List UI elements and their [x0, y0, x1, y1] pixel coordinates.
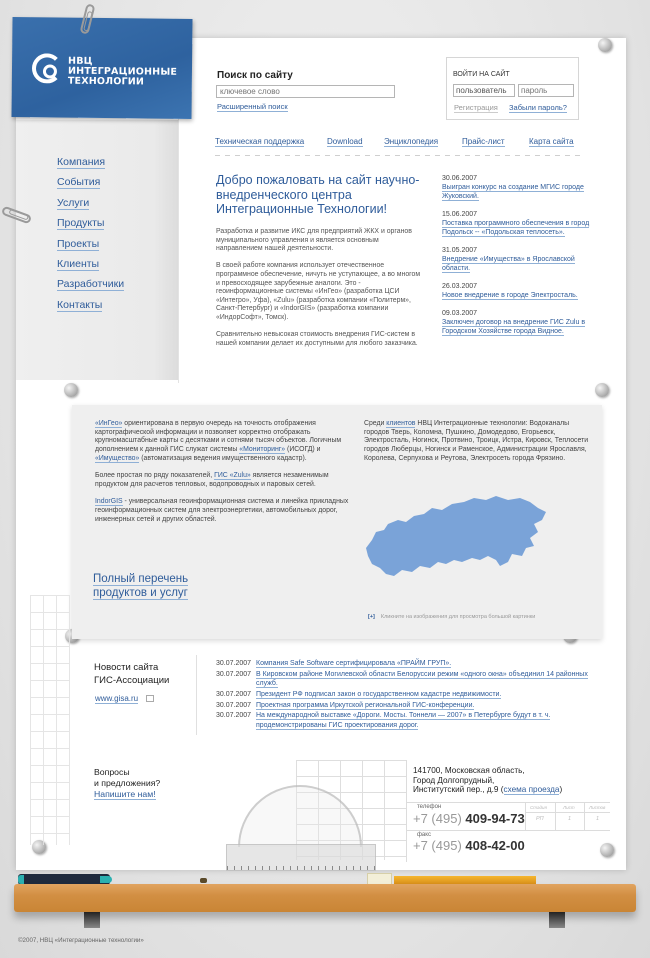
- address-line: Город Долгопрудный,: [413, 775, 495, 785]
- text: (автоматизация ведения имущественного кадастр).: [139, 454, 307, 462]
- property-link[interactable]: «Имущество»: [95, 454, 140, 462]
- route-map-link[interactable]: схема проезда: [503, 785, 560, 795]
- news-item: [442, 282, 592, 300]
- gis-news-text: Проектная программа Иркутской региональной ГИС-конференции.: [256, 701, 475, 709]
- divider: [406, 830, 610, 831]
- news-link[interactable]: [442, 183, 592, 201]
- gis-news-date: 30.07.2007: [216, 660, 252, 667]
- register-link[interactable]: Регистрация: [454, 103, 498, 112]
- text: - универсальная геоинформационная система и линейка прикладных геоинформационных систем для электроэнергетики, автомобильных дорог, инженерных сетей и других областей.: [95, 498, 349, 523]
- drawing-frame-grid: [30, 595, 70, 845]
- gis-news-item: [216, 670, 596, 688]
- stamp-value: 1: [568, 816, 572, 822]
- topnav-pricelist[interactable]: Прайс-лист: [462, 137, 505, 146]
- gis-news-list: [216, 659, 596, 731]
- product-indorgis: [95, 498, 350, 524]
- write-us-link[interactable]: Напишите нам!: [94, 789, 156, 799]
- address: [413, 766, 562, 795]
- sidebar-item-clients[interactable]: [57, 258, 124, 278]
- phone-label: телефон: [417, 804, 442, 810]
- news-link[interactable]: [442, 318, 592, 336]
- pin-icon: [200, 878, 207, 883]
- zulu-link[interactable]: ГИС «Zulu»: [214, 472, 251, 480]
- full-products-link[interactable]: [93, 572, 188, 600]
- gisa-link[interactable]: www.gisa.ru: [95, 694, 139, 703]
- divider: [525, 812, 610, 813]
- sidebar-item-contacts[interactable]: [57, 299, 124, 319]
- topnav-download[interactable]: Download: [327, 137, 363, 146]
- news-link[interactable]: [442, 219, 592, 237]
- password-input[interactable]: [518, 84, 574, 97]
- map-caption-text: Кликните на изображения для просмотра большой картинки: [380, 614, 536, 620]
- sidebar-item-label: Клиенты: [57, 257, 100, 270]
- fax-main: 408-42-00: [465, 838, 525, 853]
- gis-news-link[interactable]: [256, 701, 474, 710]
- sidebar-item-label: Услуги: [57, 196, 90, 209]
- clients-text: [364, 420, 594, 464]
- login-title: ВОЙТИ НА САЙТ: [453, 71, 510, 78]
- pushpin-icon: [64, 383, 78, 397]
- external-link-icon[interactable]: [146, 695, 154, 702]
- sidebar-item-label: Разработчики: [57, 278, 125, 291]
- advanced-search-link[interactable]: Расширенный поиск: [217, 102, 288, 111]
- expand-icon[interactable]: [+]: [368, 614, 375, 620]
- divider: [525, 802, 526, 830]
- full-products-link-line: продуктов и услуг: [93, 587, 188, 599]
- gis-news-text: В Кировском районе Могилевской области Белоруссии режим «одного окна» объединил 14 районных служб.: [256, 670, 588, 687]
- products-description: [95, 420, 350, 533]
- news-date: 31.05.2007: [442, 247, 478, 254]
- gis-news-date: 30.07.2007: [216, 712, 252, 720]
- news-date: 09.03.2007: [442, 310, 478, 317]
- stamp-header: Лист: [563, 805, 575, 810]
- dashed-divider: [215, 155, 580, 156]
- gis-news-date: 30.07.2007: [216, 690, 252, 698]
- gis-news-title: [94, 661, 169, 687]
- news-link-text: Внедрение «Имущества» в Ярославской области.: [442, 256, 575, 272]
- news-item: [442, 210, 592, 237]
- sidebar-item-label: Компания: [57, 156, 106, 168]
- text: ): [559, 785, 563, 795]
- clients-link[interactable]: клиентов: [386, 420, 416, 427]
- logo-line: ТЕХНОЛОГИИ: [67, 75, 145, 88]
- welcome-paragraph: Разработка и развитие ИКС для предприятий ЖКХ и органов муниципального управления и является основным направлением нашей деятельности.: [216, 228, 412, 253]
- text: Среди: [364, 420, 387, 427]
- map-caption: [368, 614, 535, 620]
- topnav-sitemap[interactable]: Карта сайта: [529, 137, 574, 146]
- marker-cap: [100, 876, 112, 883]
- news-date: 15.06.2007: [442, 211, 478, 218]
- topnav-support[interactable]: Техническая поддержка: [215, 137, 305, 146]
- address-line: [413, 785, 562, 795]
- wooden-shelf: [14, 884, 636, 912]
- gis-news-link[interactable]: [256, 670, 596, 688]
- gis-news-item: [216, 711, 596, 729]
- welcome-body: [216, 228, 421, 357]
- gis-news-date: 30.07.2007: [216, 670, 252, 678]
- search-title: Поиск по сайту: [217, 70, 293, 81]
- news-link[interactable]: [442, 255, 592, 273]
- stamp-value: РП: [536, 816, 544, 822]
- gis-news-item: [216, 659, 596, 668]
- text: (ИСОГД) и: [285, 446, 321, 454]
- company-news: [442, 174, 592, 345]
- product-ingeo: [95, 420, 350, 464]
- gis-news-item: [216, 690, 596, 699]
- logo-symbol-icon: [32, 53, 62, 83]
- username-input[interactable]: [453, 84, 515, 97]
- gis-title-line: Новости сайта: [94, 662, 159, 673]
- gis-news-text: На международной выставке «Дороги. Мосты. Тоннели — 2007» в Петербурге будут в т. ч. продемонстрированы ГИС проектирования дорог.: [256, 712, 551, 729]
- topnav-encyclopedia[interactable]: Энциклопедия: [384, 137, 439, 146]
- sidebar-menu: [57, 156, 124, 319]
- shelf-bracket: [549, 912, 565, 928]
- fax-number: [413, 838, 525, 853]
- product-zulu: [95, 472, 350, 489]
- logo-line: ИНТЕГРАЦИОННЫЕ: [67, 65, 178, 78]
- news-item: [442, 309, 592, 336]
- text: является незаменимым продуктом для расчетов тепловых, водопроводных и паровых сетей.: [95, 472, 329, 488]
- logo-text: [68, 57, 177, 88]
- gis-news-item: [216, 701, 596, 710]
- stamp-value: 1: [596, 816, 600, 822]
- news-link-text: Заключен договор на внедрение ГИС Zulu в Городском Хозяйстве города Видное.: [442, 319, 586, 335]
- sidebar-item-projects[interactable]: [57, 238, 124, 258]
- address-line: 141700, Московская область,: [413, 766, 525, 775]
- gis-news-link[interactable]: [256, 659, 451, 668]
- shelf-bracket: [84, 912, 100, 928]
- sidebar-item-label: Проекты: [57, 237, 100, 250]
- pushpin-icon: [598, 38, 612, 52]
- news-link-text: Поставка программного обеспечения в город Подольск -- «Подольская теплосеть».: [442, 220, 590, 236]
- ruler-icon: [226, 844, 376, 871]
- gis-title-line: ГИС-Ассоциации: [94, 675, 170, 686]
- gis-news-text: Компания Safe Software сертифицировала «ПРАЙМ ГРУП».: [256, 660, 452, 667]
- news-item: [442, 174, 592, 201]
- gis-news-link[interactable]: [256, 711, 596, 729]
- search-input[interactable]: [216, 85, 395, 98]
- gis-news-link[interactable]: [256, 690, 501, 699]
- news-date: 30.06.2007: [442, 175, 478, 182]
- logo-line: НВЦ: [68, 55, 93, 67]
- full-products-link-line: Полный перечень: [93, 573, 189, 585]
- logo[interactable]: [11, 17, 192, 119]
- sidebar-item-events[interactable]: [57, 176, 124, 196]
- forgot-password-link[interactable]: Забыли пароль?: [509, 103, 567, 112]
- indorgis-link[interactable]: IndorGIS: [95, 498, 123, 506]
- sidebar-item-products[interactable]: [57, 217, 124, 237]
- phone-main: 409-94-73: [465, 811, 525, 826]
- news-link[interactable]: [442, 291, 592, 300]
- sidebar-item-label: Продукты: [57, 217, 105, 230]
- gis-news-text: Президент РФ подписал закон о государственном кадастре недвижимости.: [256, 690, 502, 698]
- divider: [584, 802, 585, 830]
- welcome-paragraph: Сравнительно невысокая стоимость внедрения ГИС-систем в нашей компании делает их доступными для любого заказчика.: [216, 331, 418, 347]
- russia-map-shape[interactable]: [366, 496, 546, 576]
- fax-code: +7 (495): [413, 838, 466, 853]
- text: ориентирована в первую очередь на точность отображения картографической информации и позволяет корректно отображать крупномасштабные карты с десятками и сотнями тысяч объектов. Логичным дополнением к данной ГИС служат системы: [95, 420, 342, 454]
- news-item: [442, 246, 592, 273]
- monitoring-link[interactable]: «Мониторинг»: [239, 446, 286, 454]
- copyright: ©2007, НВЦ «Интеграционные технологии»: [18, 937, 144, 944]
- stamp-header: Стадия: [530, 805, 547, 810]
- pushpin-icon: [595, 383, 609, 397]
- fax-label: факс: [417, 832, 431, 838]
- sidebar-item-services[interactable]: [57, 197, 124, 217]
- welcome-title: Добро пожаловать на сайт научно-внедренческого центра Интеграционные Технологии!: [216, 173, 420, 216]
- news-link-text: Выигран конкурс на создание МГИС городе Жуковский.: [442, 184, 584, 200]
- phone-code: +7 (495): [413, 811, 466, 826]
- welcome-paragraph: В своей работе компания использует отечественное программное обеспечение, ничуть не уступающее, а во многом и превосходящее зарубежные аналоги. Это - геоинформационные системы «ИнГео» (разработка ЦСИ «Интегро», Уфа), «Zulu» (разработка компании «Политерм», Санкт-Петербург) и «IndorGIS» (разработка компании «ИндорСофт», Томск).: [216, 262, 421, 321]
- pencil-icon: [394, 876, 536, 884]
- questions-line: Вопросы: [94, 767, 130, 777]
- news-date: 26.03.2007: [442, 283, 478, 290]
- news-link-text: Новое внедрение в городе Электросталь.: [442, 292, 578, 299]
- text: Институтский пер., д.9 (: [413, 785, 504, 795]
- stamp-header: Листов: [589, 805, 606, 810]
- text: НВЦ Интеграционные технологии: Водоканалы городов Тверь, Коломна, Пушкино, Домодедово, Егорьевск, Электросталь, Ногинск, Протвино, Троицк, Истра, Кировск, Теплосети городов Люберцы, Ногинск и Раменское, Администрации Ярославля, Королева, Серпухова и Реутова, Электросеть города Фрязино.: [364, 420, 589, 462]
- divider: [555, 802, 556, 830]
- sidebar-item-label: События: [57, 176, 101, 189]
- marker-tip: [18, 875, 24, 884]
- sidebar-item-company[interactable]: [57, 156, 124, 176]
- questions-line: и предложения?: [94, 777, 161, 788]
- ingeo-link[interactable]: «ИнГео»: [95, 420, 123, 427]
- divider: [196, 655, 197, 735]
- sidebar-item-label: Контакты: [57, 298, 103, 311]
- gis-news-date: 30.07.2007: [216, 701, 252, 709]
- questions-text: [94, 767, 160, 788]
- phone-number: [413, 811, 525, 826]
- sidebar-item-developers[interactable]: [57, 278, 124, 298]
- divider: [406, 802, 610, 803]
- text: Более простая по ряду показателей,: [95, 472, 215, 480]
- russia-map[interactable]: [362, 490, 552, 590]
